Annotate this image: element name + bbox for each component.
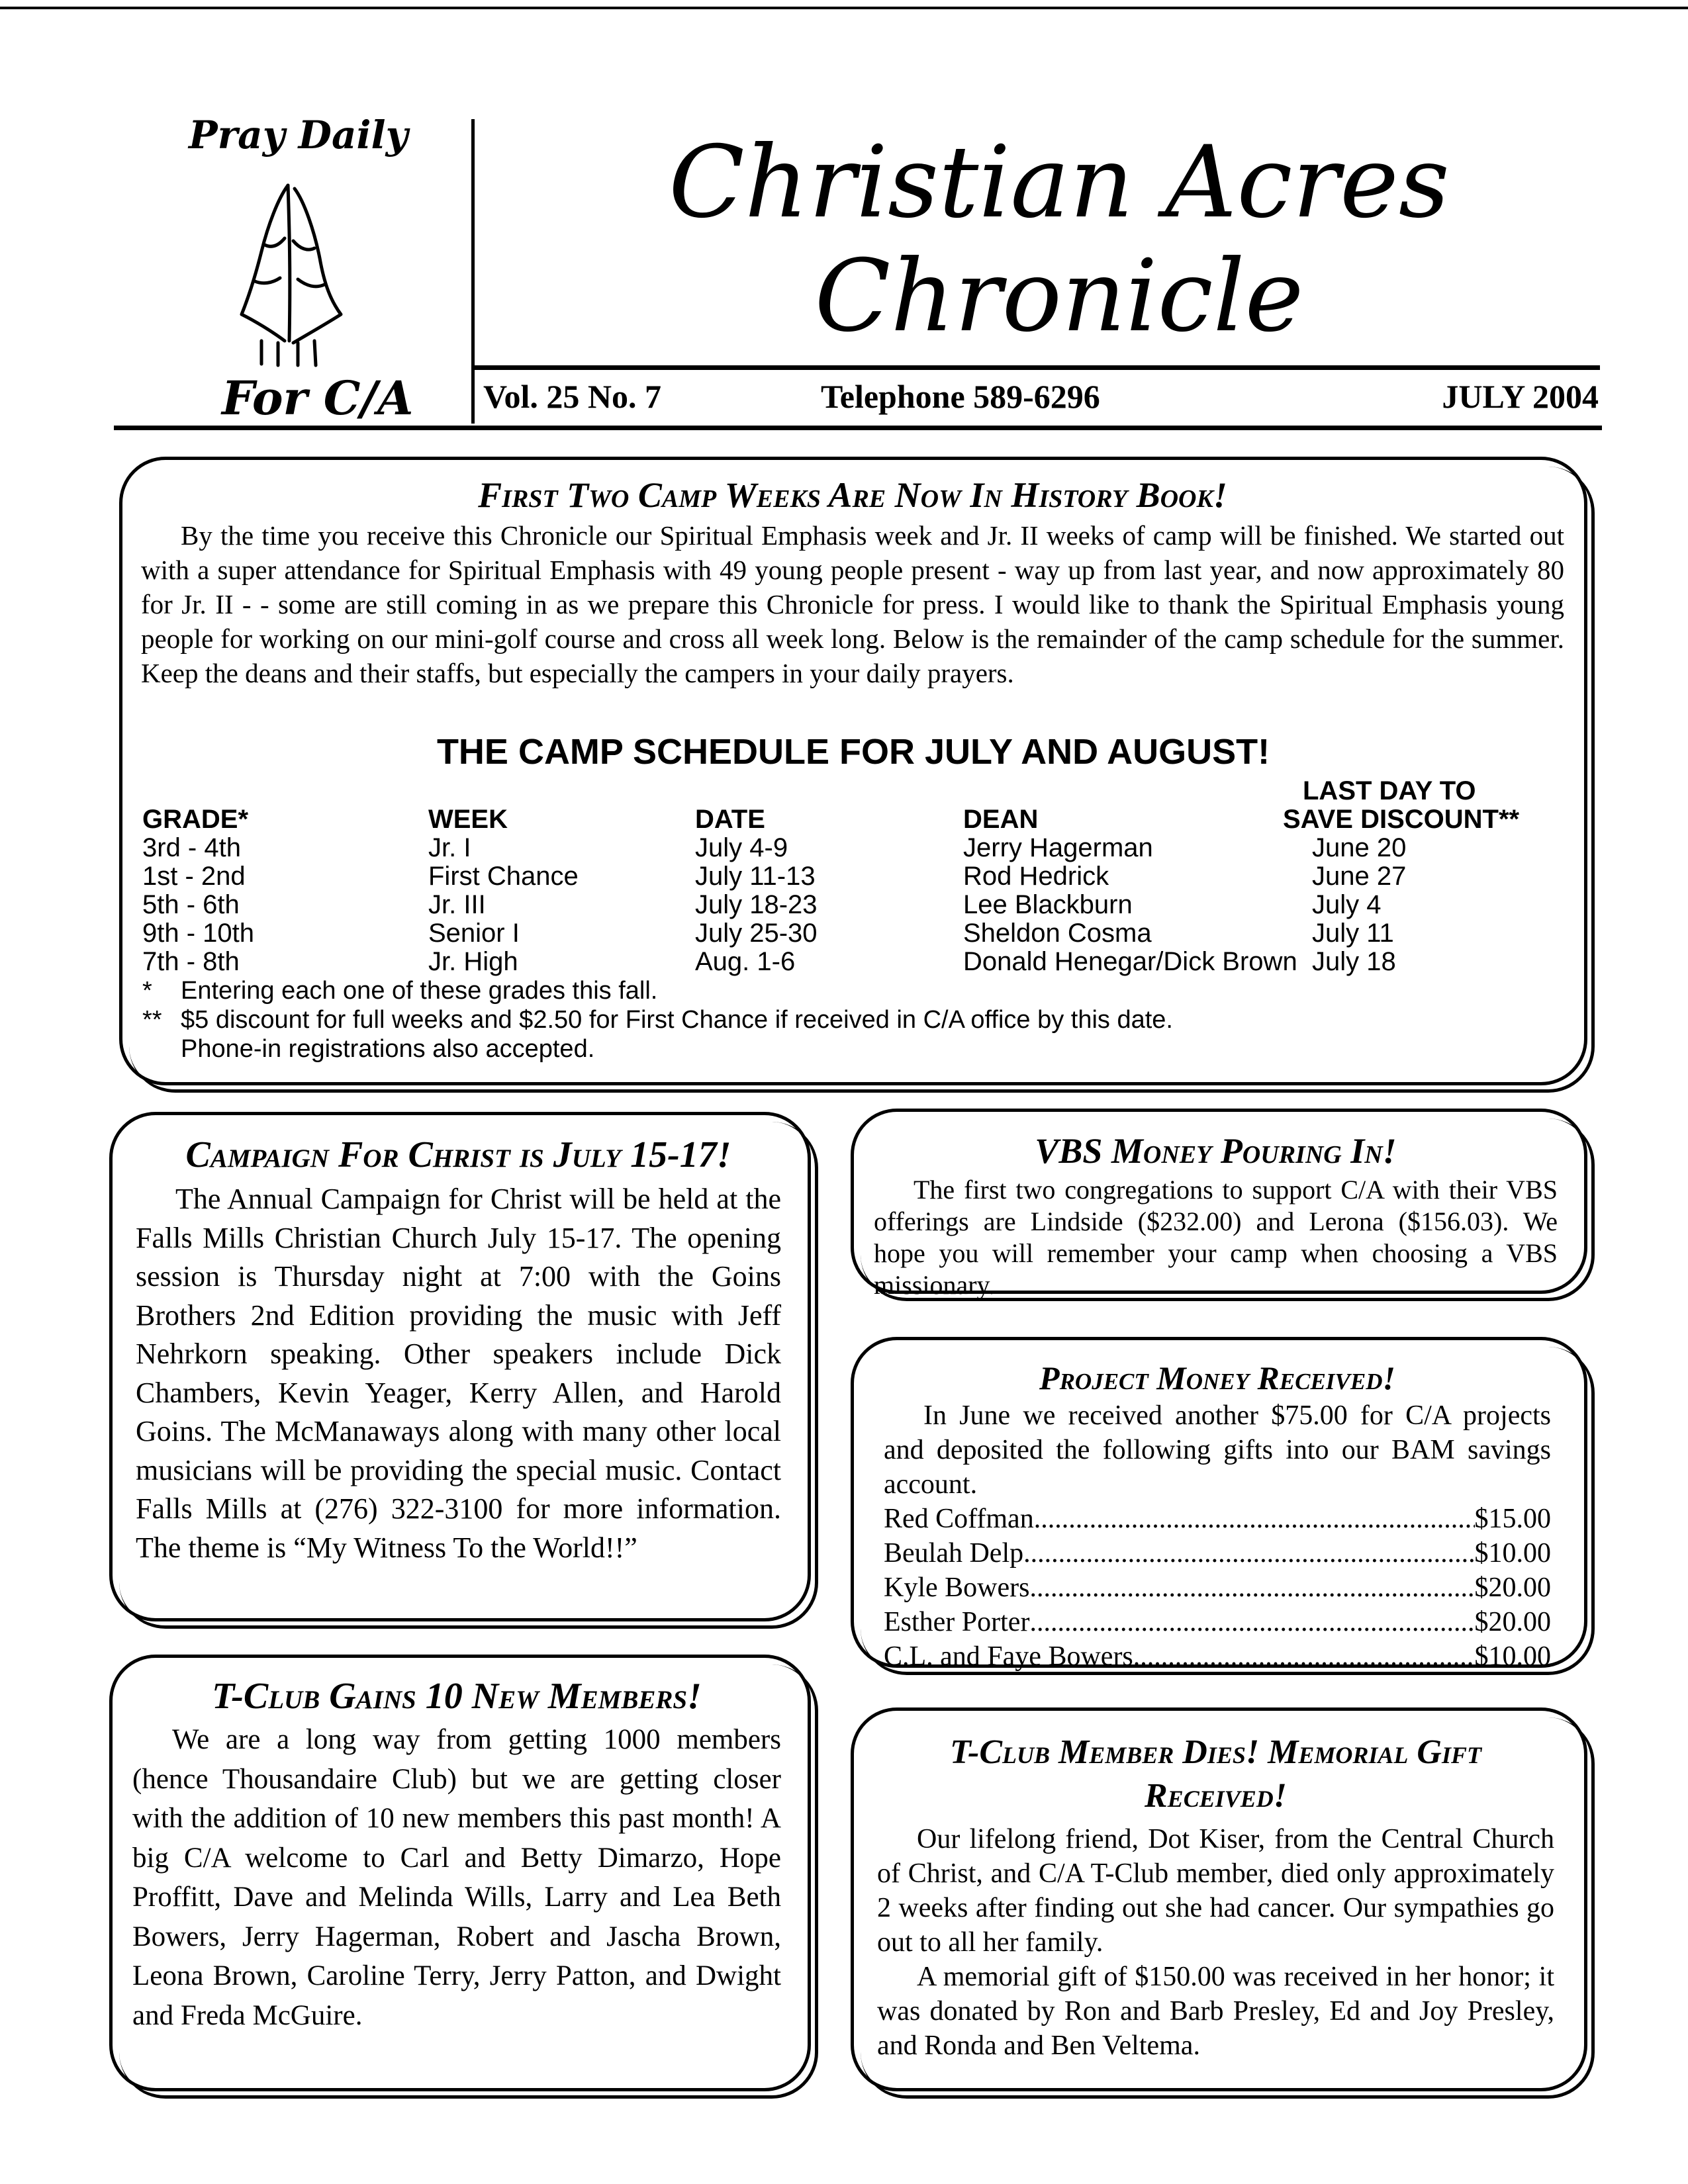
footnote-1-mark: * [142,977,152,1005]
schedule-header-row-2 [142,805,1566,833]
volume-number: Vol. 25 No. 7 [483,378,662,415]
gift-donor-name: Esther Porter [884,1607,1030,1637]
gift-donor-name: C.L. and Faye Bowers [884,1641,1133,1672]
masthead-info-bar [483,371,1599,417]
camp-schedule-table [142,776,1566,976]
schedule-date-cell: July 25-30 [695,919,818,948]
vbs-article [851,1109,1587,1300]
memorial-body-2: A memorial gift of $150.00 was received in her honor; it was donated by Ron and Barb Presley, Ed and Joy Presley, and Ronda and Ben Veltema. [877,1962,1554,2061]
gift-amount: $10.00 [1474,1641,1551,1672]
schedule-week-cell: First Chance [428,862,579,891]
footnote-3 [142,1034,1566,1064]
last-day-header-2: SAVE DISCOUNT** [1283,805,1520,834]
schedule-dean-cell: Rod Hedrick [963,862,1109,891]
gift-row [884,1536,1551,1570]
gift-row [884,1605,1551,1639]
schedule-week-cell: Senior I [428,919,520,948]
gift-amount: $20.00 [1474,1607,1551,1637]
dot-leader [1133,1639,1475,1674]
campaign-headline: Campaign For Christ is July 15-17! [185,1134,731,1175]
dean-header: DEAN [963,805,1039,834]
dot-leader [1023,1536,1474,1570]
schedule-grade-cell: 9th - 10th [142,919,255,948]
project-money-article [851,1337,1587,1672]
campaign-article [109,1112,811,1621]
project-money-headline: Project Money Received! [1039,1359,1395,1396]
camp-weeks-article [119,457,1587,1085]
schedule-row [142,862,1566,890]
newsletter-title [503,126,1615,353]
tclub-headline: T-Club Gains 10 New Members! [212,1676,702,1717]
memorial-article [851,1707,1587,2091]
gift-amount: $20.00 [1474,1572,1551,1603]
last-day-header-1: LAST DAY TO [1303,776,1476,805]
telephone-number: Telephone 589-6296 [821,378,1100,415]
masthead-rule [471,365,1600,370]
schedule-last-cell: July 4 [1312,890,1382,919]
schedule-dean-cell: Sheldon Cosma [963,919,1152,948]
top-border-rule [0,7,1688,9]
schedule-week-cell: Jr. III [428,890,486,919]
schedule-grade-cell: 5th - 6th [142,890,240,919]
schedule-row [142,919,1566,947]
date-header: DATE [695,805,765,834]
grade-header: GRADE* [142,805,249,834]
schedule-last-cell: June 20 [1312,833,1407,862]
vbs-body: The first two congregations to support C/A with their VBS offerings are Lindside ($232.00) and Lerona ($156.03). We hope you will remember your camp when choosing a VBS missionary. [874,1175,1558,1300]
tclub-body: We are a long way from getting 1000 members (hence Thousandaire Club) but we are getting closer with the addition of 10 new members this past month! A big C/A welcome to Carl and Betty Dimarzo, Hope Proffitt, Dave and Melinda Wills, Larry and Lea Beth Bowers, Jerry Hagerman, Robert and Jascha Brown, Leona Brown, Caroline Terry, Jerry Patton, and Dwight and Freda McGuire. [132,1724,781,2031]
schedule-title: THE CAMP SCHEDULE FOR JULY AND AUGUST! [436,732,1270,772]
schedule-week-cell: Jr. I [428,833,471,862]
title-line-1: Christian Acres [669,125,1450,240]
pray-daily-logo [149,113,460,426]
camp-weeks-headline: First Two Camp Weeks Are Now In History Book! [478,475,1227,515]
praying-hands-icon [215,172,361,371]
logo-bottom-text: For C/A [222,371,414,426]
tclub-article [109,1655,811,2091]
footnote-2-mark: ** [142,1006,162,1034]
dot-leader [1029,1570,1474,1605]
footnote-2-text: $5 discount for full weeks and $2.50 for First Chance if received in C/A office by this date. [181,1006,1173,1034]
gift-list [884,1502,1551,1674]
camp-weeks-body: By the time you receive this Chronicle our Spiritual Emphasis week and Jr. II weeks of camp will be finished. We started out with a super attendance for Spiritual Emphasis with 49 young people present - way up from last year, and now approximately 80 for Jr. II - - some are still coming in as we prepare this Chronicle for press. I would like to thank the Spiritual Emphasis young people for working on our mini-golf course and cross all week long. Below is the remainder of the camp schedule for the summer. Keep the deans and their staffs, but especially the campers in your daily prayers. [141,520,1564,688]
gift-amount: $15.00 [1474,1504,1551,1534]
schedule-row [142,947,1566,976]
schedule-dean-cell: Lee Blackburn [963,890,1133,919]
masthead-divider [471,119,475,424]
vbs-headline: VBS Money Pouring In! [1035,1131,1397,1171]
gift-amount: $10.00 [1474,1538,1551,1569]
schedule-last-cell: July 18 [1312,947,1396,976]
footnote-1-text: Entering each one of these grades this fall. [181,977,658,1005]
campaign-body: The Annual Campaign for Christ will be held at the Falls Mills Christian Church July 15-17. The opening session is Thursday night at 7:00 with the Goins Brothers 2nd Edition providing the music with Jeff Nehrkorn speaking. Other speakers include Dick Chambers, Kevin Yeager, Kerry Allen, and Harold Goins. The McManaways along with many other local musicians will be providing the special music. Contact Falls Mills at (276) 322-3100 for more information. The theme is “My Witness To the World!!” [136,1183,781,1564]
footnote-3-text: Phone-in registrations also accepted. [181,1035,595,1063]
week-header: WEEK [428,805,508,834]
gift-row [884,1570,1551,1605]
schedule-footnotes [142,976,1566,1064]
dot-leader [1034,1502,1475,1536]
memorial-body-1: Our lifelong friend, Dot Kiser, from the Central Church of Christ, and C/A T-Club member, died only approximately 2 weeks after finding out she had cancer. Our sympathies go out to all her family. [877,1824,1554,1958]
gift-donor-name: Red Coffman [884,1504,1034,1534]
project-money-body: In June we received another $75.00 for C/A projects and deposited the following gifts into our BAM savings account. [884,1400,1551,1500]
gift-donor-name: Kyle Bowers [884,1572,1030,1603]
schedule-row [142,890,1566,919]
schedule-date-cell: July 4-9 [695,833,788,862]
memorial-headline: T-Club Member Dies! Memorial Gift Received! [950,1733,1481,1815]
footnote-2 [142,1005,1566,1034]
issue-date: JULY 2004 [1442,378,1599,415]
schedule-dean-cell: Jerry Hagerman [963,833,1153,862]
schedule-week-cell: Jr. High [428,947,518,976]
schedule-grade-cell: 3rd - 4th [142,833,241,862]
gift-row [884,1639,1551,1674]
footnote-1 [142,976,1566,1005]
schedule-last-cell: July 11 [1312,919,1394,948]
schedule-date-cell: July 11-13 [695,862,816,891]
schedule-last-cell: June 27 [1312,862,1407,891]
schedule-dean-cell: Donald Henegar/Dick Brown [963,947,1297,976]
schedule-row [142,833,1566,862]
gift-donor-name: Beulah Delp [884,1538,1024,1569]
dot-leader [1029,1605,1474,1639]
masthead-bottom-rule [114,426,1602,430]
schedule-grade-cell: 7th - 8th [142,947,240,976]
schedule-date-cell: Aug. 1-6 [695,947,796,976]
schedule-grade-cell: 1st - 2nd [142,862,246,891]
title-line-2: Chronicle [814,239,1304,354]
schedule-header-row-1 [142,776,1566,805]
gift-row [884,1502,1551,1536]
schedule-date-cell: July 18-23 [695,890,818,919]
logo-top-text: Pray Daily [189,113,408,158]
